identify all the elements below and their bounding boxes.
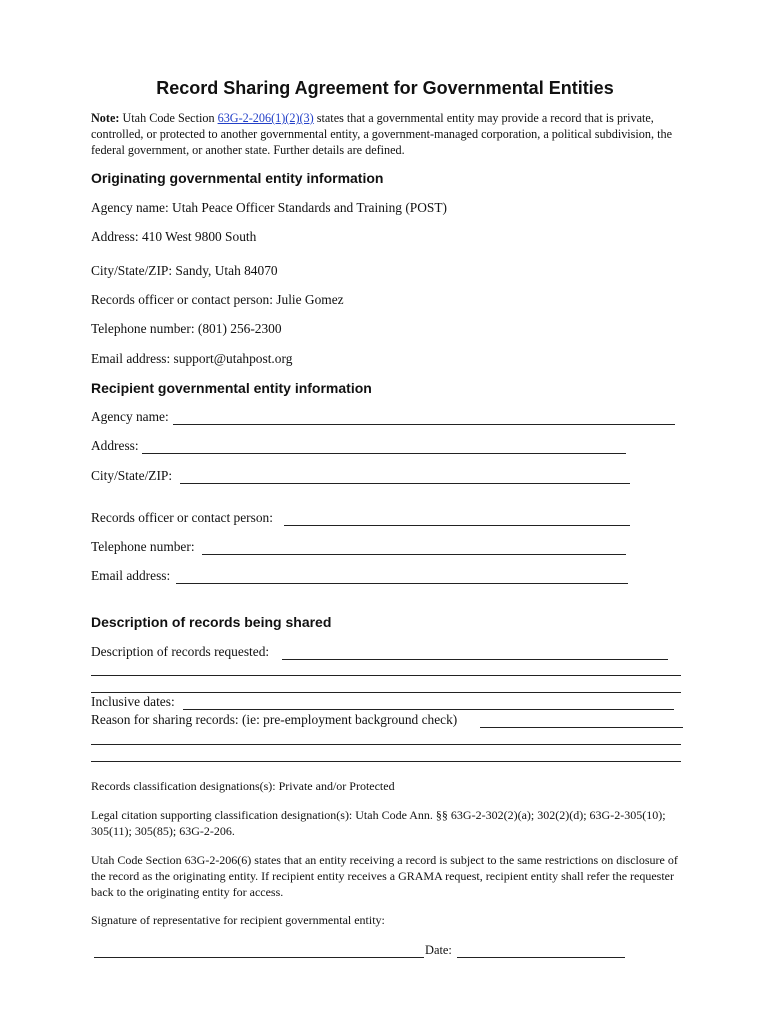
- records-description-line-3[interactable]: [91, 692, 681, 693]
- legal-citation: Legal citation supporting classification designation(s): Utah Code Ann. §§ 63G-2-302(2)(a); 302(2)(d); 63G-2-305(10); 305(11); 305(85); 63G-2-206.: [91, 808, 666, 838]
- sharing-reason-field[interactable]: [480, 727, 683, 728]
- recipient-address-label: Address:: [91, 438, 139, 453]
- sharing-reason-line-3[interactable]: [91, 761, 681, 762]
- inclusive-dates-field[interactable]: [183, 709, 674, 710]
- note-text-post: states that a governmental entity may provide a record that is private, controlled, or protected to another governmental entity, a government-managed corporation, a political subdivision, the federal government, or another state. Further details are defined.: [91, 111, 672, 157]
- records-description-label: Description of records requested:: [91, 644, 270, 659]
- intro-note: [91, 110, 691, 158]
- originating-city: City/State/ZIP: Sandy, Utah 84070: [91, 263, 278, 278]
- originating-heading: Originating governmental entity information: [91, 170, 384, 186]
- note-label: Note:: [91, 111, 120, 125]
- recipient-agency-label: Agency name:: [91, 409, 169, 424]
- recipient-heading: Recipient governmental entity information: [91, 380, 372, 396]
- restriction-statement: Utah Code Section 63G-2-206(6) states that an entity receiving a record is subject to the same restrictions on disclosure of the record as the originating entity. If recipient entity receives a GRAMA request, recipient entity shall refer the requester back to the originating entity for access.: [91, 853, 678, 899]
- classification-designation: Records classification designations(s): Private and/or Protected: [91, 779, 395, 793]
- recipient-email-label: Email address:: [91, 568, 171, 583]
- recipient-agency-field[interactable]: [173, 424, 675, 425]
- recipient-officer-label: Records officer or contact person:: [91, 510, 273, 525]
- code-section-link[interactable]: 63G-2-206(1)(2)(3): [217, 111, 314, 125]
- originating-officer: Records officer or contact person: Julie Gomez: [91, 292, 344, 307]
- originating-phone: Telephone number: (801) 256-2300: [91, 321, 282, 336]
- recipient-email-field[interactable]: [176, 583, 628, 584]
- date-field[interactable]: [457, 957, 625, 958]
- signature-field[interactable]: [94, 957, 424, 958]
- records-description-line-2[interactable]: [91, 675, 681, 676]
- sharing-reason-line-2[interactable]: [91, 744, 681, 745]
- originating-address: Address: 410 West 9800 South: [91, 229, 257, 244]
- recipient-phone-label: Telephone number:: [91, 539, 195, 554]
- date-label: Date:: [425, 943, 452, 957]
- originating-email: Email address: support@utahpost.org: [91, 351, 293, 366]
- records-description-field[interactable]: [282, 659, 668, 660]
- signature-label: Signature of representative for recipient governmental entity:: [91, 913, 385, 927]
- recipient-address-field[interactable]: [142, 453, 626, 454]
- note-text-pre: Utah Code Section: [122, 111, 215, 125]
- inclusive-dates-label: Inclusive dates:: [91, 694, 175, 709]
- originating-agency: Agency name: Utah Peace Officer Standards and Training (POST): [91, 200, 448, 215]
- records-heading: Description of records being shared: [91, 614, 332, 630]
- recipient-phone-field[interactable]: [202, 554, 626, 555]
- sharing-reason-label: Reason for sharing records: (ie: pre-employment background check): [91, 712, 458, 727]
- recipient-officer-field[interactable]: [284, 525, 630, 526]
- document-title: Record Sharing Agreement for Governmental Entities: [156, 78, 614, 98]
- recipient-city-field[interactable]: [180, 483, 630, 484]
- recipient-city-label: City/State/ZIP:: [91, 468, 173, 483]
